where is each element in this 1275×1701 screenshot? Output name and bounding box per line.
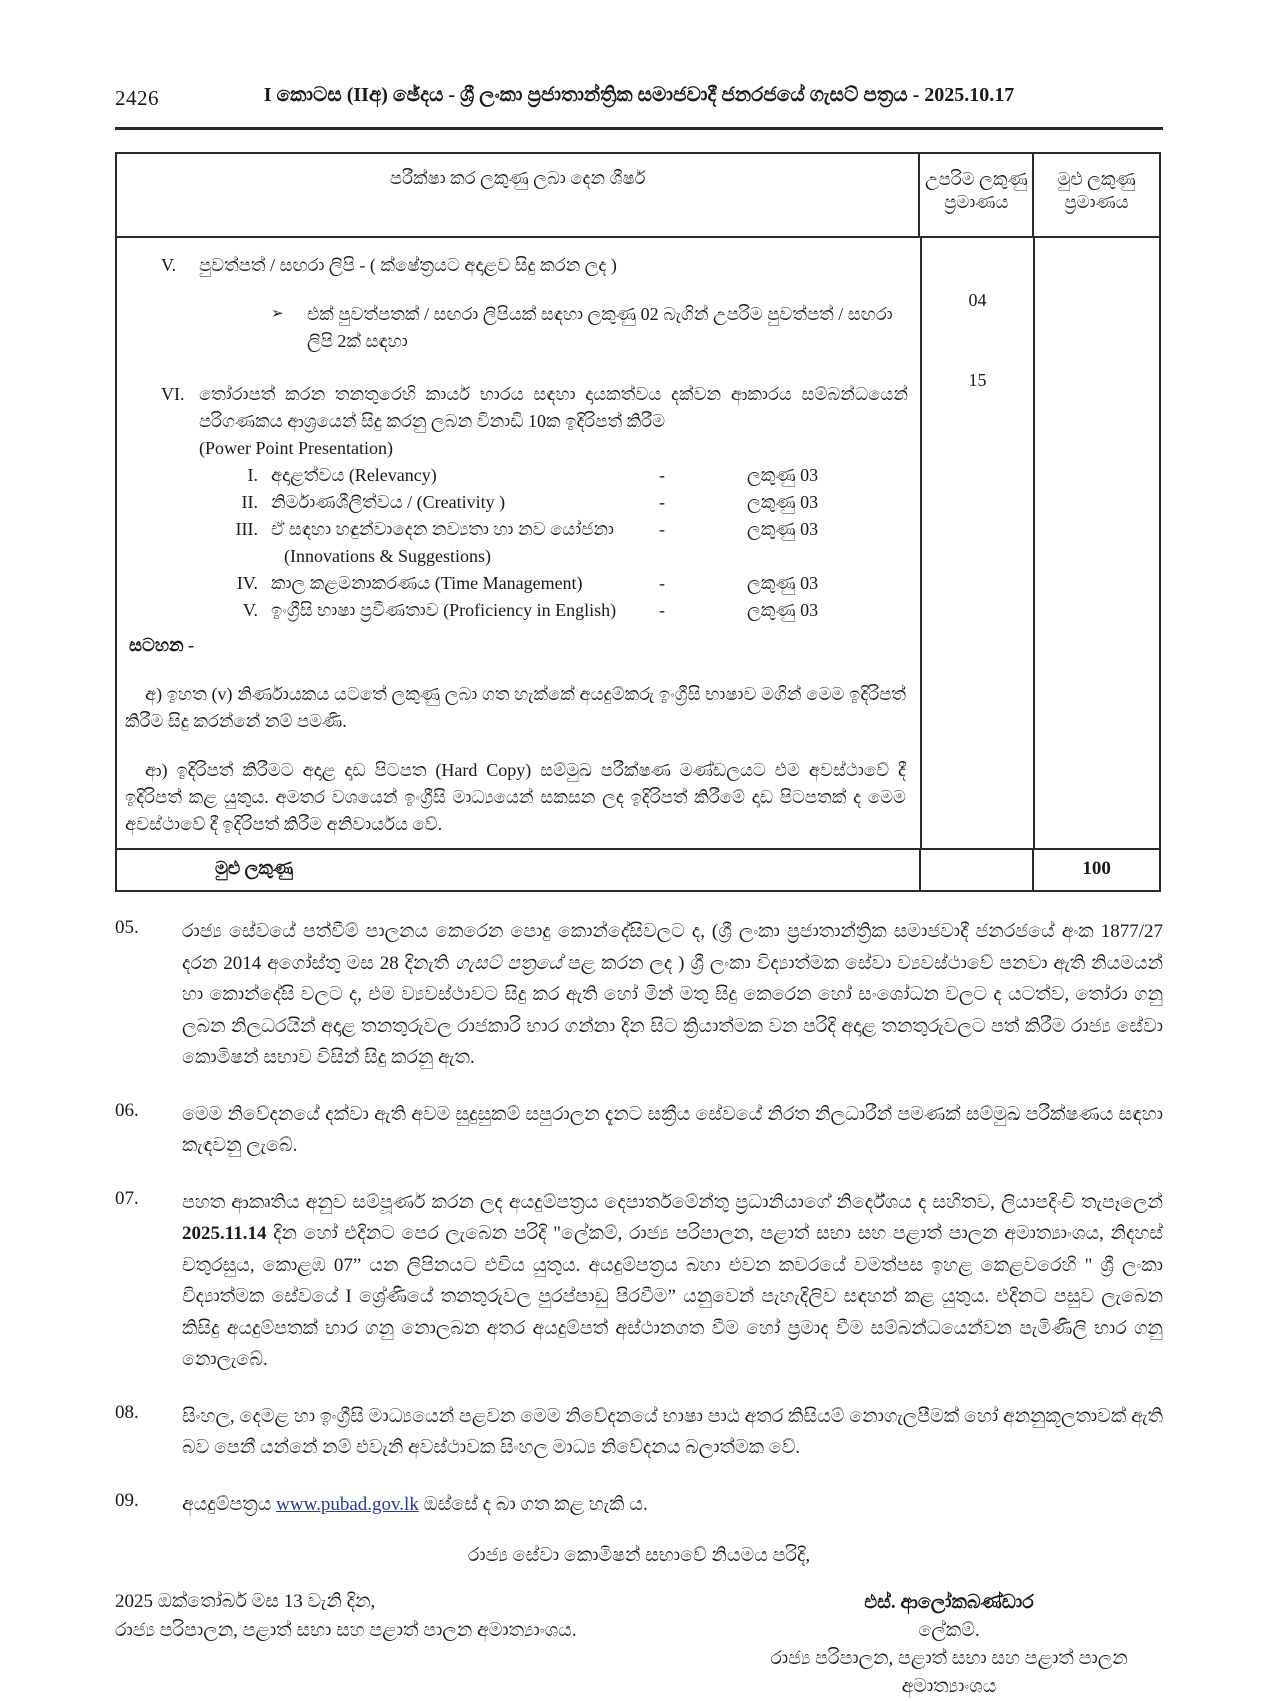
table-header-row — [117, 154, 1159, 238]
signatory-dept-line2: අමාත්‍යාංශය — [901, 1676, 997, 1697]
paragraph-text — [182, 1187, 1163, 1376]
total-value: 100 — [1032, 850, 1159, 890]
item-v-bullet-text: එක් පුවත්පතක් / සඟරා ලිපියක් සඳහා ලකුණු 02 බැගින් උපරිම පුවත්පත් / සඟරා ලිපි 2ක් සඳහා — [307, 304, 893, 351]
pubad-website-link[interactable]: www.pubad.gov.lk — [276, 1493, 419, 1515]
criterion-label: ඒ සඳහා හඳුන්වාදෙන නව්‍යතා හා නව යෝජනා — [271, 519, 614, 539]
signatory-dept-line1: රාජ්‍ය පරිපාලන, පළාත් සභා සහ පළාත් පාලන — [770, 1648, 1128, 1669]
gazette-title: I කොටස (IIඅ) ඡේදය - ශ්‍රී ලංකා ප්‍රජාතාන්ත්‍රික සමාජවාදී ජනරජයේ ගැසට් පත්‍රය - 2025.10.17 — [263, 84, 1015, 106]
criteria-cell — [117, 238, 920, 848]
criterion-marks: ලකුණු 03 — [747, 465, 819, 485]
item-v-number: V. — [161, 255, 177, 275]
col-header-criteria: පරීක්ෂා කර ලකුණු ලබා දෙන ශීර්ෂ — [389, 168, 646, 188]
total-marks-cell — [1033, 238, 1159, 848]
col-header-max-marks: උපරිම ලකුණු ප්‍රමාණය — [918, 154, 1032, 236]
notes-heading: සටහන - — [129, 635, 195, 655]
criterion-marks: ලකුණු 03 — [747, 519, 819, 539]
page-number: 2426 — [115, 86, 159, 110]
paragraph-number: 06. — [115, 1099, 139, 1121]
item-vi-number: VI. — [161, 384, 185, 404]
paragraph-08 — [115, 1401, 1163, 1464]
criterion-num: III. — [235, 519, 258, 539]
col-header-total-marks: මුළු ලකුණු ප්‍රමාණය — [1032, 154, 1159, 236]
item-vi-text — [199, 381, 914, 462]
paragraph-text — [182, 916, 1163, 1074]
item-v — [123, 252, 914, 279]
marks-table — [115, 152, 1161, 892]
criterion-row — [219, 570, 914, 597]
criterion-num: II. — [241, 492, 258, 512]
arrow-bullet-icon: ➢ — [271, 306, 284, 322]
criterion-dash: - — [659, 600, 665, 620]
signatory-title: ලේකම්. — [918, 1620, 980, 1641]
running-head — [115, 84, 1163, 114]
max-marks-item-vi: 15 — [968, 370, 987, 390]
p09-part1: අයදුම්පත්‍රය — [182, 1493, 277, 1515]
criterion-dash: - — [659, 465, 665, 485]
criterion-num: I. — [247, 465, 258, 485]
criterion-num: IV. — [236, 573, 258, 593]
item-v-bullet — [123, 301, 914, 355]
criterion-dash: - — [659, 519, 665, 539]
criterion-row — [219, 489, 914, 516]
criterion-dash: - — [659, 492, 665, 512]
max-marks-item-v: 04 — [968, 290, 987, 310]
paragraph-number: 09. — [115, 1489, 139, 1511]
paragraph-number: 08. — [115, 1401, 139, 1423]
item-vi — [123, 381, 914, 462]
total-label: මුළු ලකුණු — [215, 858, 294, 878]
p07-part2: දින හෝ එදිනට පෙර ලැබෙන පරිදි "ලේකම්, රාජ්‍ය පරිපාලන, පළාත් සභා සහ පළාත් පාලන අමාත්‍යාංශය, නිදහස් චතුරසුය, කොළඹ 07” යන ලිපිනයට එවිය යුතුය. අයදුම්පත්‍රය බහා එවන කවරයේ වමත්පස ඉහළ කෙළවරෙහි " ශ්‍රී ලංකා විද්‍යාත්මක සේවයේ I ශ්‍රේණියේ තනතුරුවල පුරප්පාඩු පිරවීම” යනුවෙන් පැහැදිලිව සඳහන් කළ යුතුය. එදිනට පසුව ලැබෙන කිසිදු අයදුම්පතක් භාර ගනු නොලබන අතර අයදුම්පත් අස්ථානගත වීම හෝ ප්‍රමාද වීම සම්බන්ධයෙන්වන පැමිණිලි භාර ගනු නොලැබේ. — [182, 1223, 1163, 1370]
criterion-row — [219, 462, 914, 489]
signatory-name: එස්. ආලෝකබණ්ඩාර — [864, 1592, 1034, 1613]
total-max-empty — [919, 850, 1033, 890]
max-marks-cell — [920, 238, 1033, 848]
criterion-label-en: (Innovations & Suggestions) — [284, 546, 491, 566]
by-order-line: රාජ්‍ය සේවා කොමිෂන් සභාවේ නියමය පරිදි, — [467, 1545, 811, 1566]
paragraph-07 — [115, 1187, 1163, 1376]
footer-date: 2025 ඔක්තෝබර් මස 13 වැනි දින, — [115, 1591, 376, 1612]
p05-part1: රාජ්‍ය සේවයේ පත්වීම් පාලනය කෙරෙන පොදු කොන්දේසිවලට ද, (ශ්‍රී ලංකා ප්‍රජාතාන්ත්‍රික සමාජවාදී ජනරජයේ අංක 1877/27 දරන 2014 අගෝස්තු මස 28 දිනැති — [182, 921, 1163, 974]
p05-part2: පළ කරන ලද ) ශ්‍රී ලංකා විද්‍යාත්මක සේවා ව්‍යවස්ථාවේ පනවා ඇති නියමයන් හා කොන්දේසි වලට ද, එම ව්‍යවස්ථාවට සිදු කර ඇති හෝ මින් මතු සිදු කෙරෙන හෝ සංශෝධන වලට ද යටත්ව, තෝරා ගනු ලබන නිලධරයින් අදාළ තනතුරුවල රාජකාරි භාර ගන්නා දින සිට ක්‍රියාත්මක වන පරිදි අදාළ තනතුරුවලට පත් කිරීම රාජ්‍ය සේවා කොමිෂන් සභාව විසින් සිදු කරනු ඇත. — [182, 952, 1164, 1068]
p07-part1: පහත ආකෘතිය අනුව සම්පූර්ණ කරන ලද අයදුම්පත්‍රය දෙපාර්තමේන්තු ප්‍රධානියාගේ නිර්දේශය ද සහිතව, ලියාපදිංචි තැපෑලෙන් — [182, 1191, 1163, 1213]
item-v-text: පුවත්පත් / සඟරා ලිපි - ( ක්ෂේත්‍රයට අදාළව සිදු කරන ලද ) — [199, 255, 617, 275]
header-rule — [115, 127, 1163, 130]
paragraph-text: මෙම නිවේදනයේ දක්වා ඇති අවම සුදුසුකම් සපුරාලන දැනට සක්‍රීය සේවයේ නිරත නිලධාරීන් පමණක් සම්මුඛ පරීක්ෂණය සඳහා කැඳවනු ලැබේ. — [182, 1103, 1163, 1156]
criterion-marks: ලකුණු 03 — [747, 600, 819, 620]
paragraph-number: 07. — [115, 1187, 139, 1209]
paragraph-text: සිංහල, දෙමළ හා ඉංග්‍රීසි මාධ්‍යයෙන් පළවන මෙම නිවේදනයේ භාෂා පාඨ අතර කිසියම් නොගැලපීමක් හෝ අනනුකූලතාවක් ඇති බව පෙනී යන්නේ නම් එවැනි අවස්ථාවක සිංහල මාධ්‍ය නිවේදනය බලාත්මක වේ. — [182, 1405, 1163, 1458]
criterion-marks: ලකුණු 03 — [747, 573, 819, 593]
table-total-row — [117, 848, 1159, 890]
criterion-row — [219, 516, 914, 543]
paragraph-06 — [115, 1099, 1163, 1162]
paragraph-number: 05. — [115, 917, 139, 938]
note-b: ආ) ඉදිරිපත් කිරීමට අදාළ දෘඩ පිටපත (Hard Copy) සම්මුඛ පරීක්ෂණ මණ්ඩලයට එම අවස්ථාවේ දී ඉදිරිපත් කළ යුතුය. අමතර වශයෙන් ඉංග්‍රීසි මාධ්‍යයෙන් සකසන ලද ඉදිරිපත් කිරීමේ දෘඩ පිටපතක් ද මෙම අවස්ථාවේ දී ඉදිරිපත් කිරීම අනිවාර්යය වේ. — [125, 760, 906, 834]
criterion-label: කාල කළමනාකරණය (Time Management) — [271, 573, 583, 593]
criterion-num: V. — [242, 600, 258, 620]
criterion-label: නිර්මාණශීලීත්වය / (Creativity ) — [271, 492, 506, 512]
p07-closing-date: 2025.11.14 — [182, 1223, 267, 1244]
footer-ministry: රාජ්‍ය පරිපාලන, පළාත් සභා සහ පළාත් පාලන අමාත්‍යාංශය. — [115, 1620, 577, 1641]
criterion-marks: ලකුණු 03 — [747, 492, 819, 512]
criterion-dash: - — [659, 573, 665, 593]
p09-part2: ඔස්සේ ද බා ගත කළ හැකි ය. — [418, 1493, 648, 1515]
item-vi-text-si: තෝරාපත් කරන තනතුරෙහි කාර්ය භාරය සඳහා දායකත්වය දක්වන ආකාරය සම්බන්ධයෙන් පරිගණකය ආශ්‍රයෙන් සිදු කරනු ලබන විනාඩි 10ක ඉදිරිපත් කිරීම — [199, 384, 908, 431]
criterion-row — [219, 597, 914, 624]
p05-gazette-italic: ගැසට් පත්‍රයේ — [455, 952, 563, 974]
paragraph-09 — [115, 1489, 1163, 1521]
criterion-label: ඉංග්‍රීසි භාෂා ප්‍රවීණතාව (Proficiency in English) — [271, 600, 617, 620]
criterion-label: අදාළත්වය (Relevancy) — [271, 465, 437, 485]
table-body-row — [117, 238, 1159, 848]
paragraph-text — [182, 1489, 1163, 1521]
note-a: අ) ඉහත (v) නිර්ණායකය යටතේ ලකුණු ලබා ගත හැක්කේ අයදුම්කරු ඉංග්‍රීසි භාෂාව මගින් මෙම ඉදිරිපත් කිරීම සිදු කරන්නේ නම් පමණි. — [125, 684, 906, 731]
item-vi-text-en: (Power Point Presentation) — [199, 438, 393, 458]
body-paragraphs — [115, 916, 1163, 1520]
paragraph-05 — [115, 916, 1163, 1074]
